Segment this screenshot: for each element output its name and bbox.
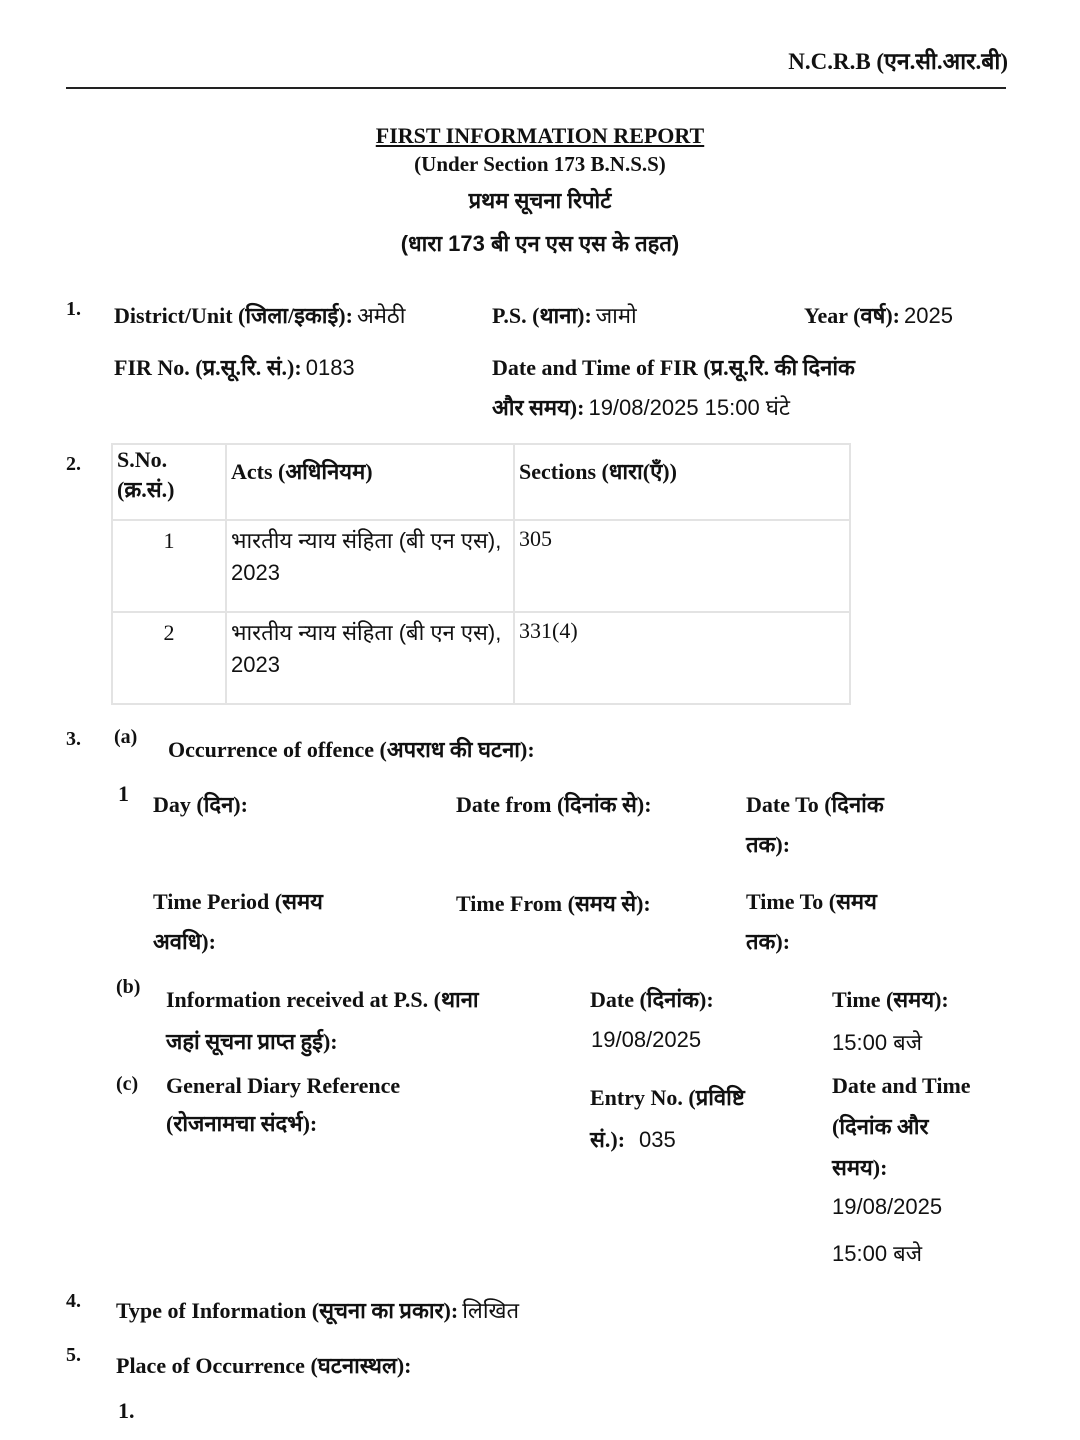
gd-reference-label: General Diary Reference <box>166 1073 401 1098</box>
year-label: Year (वर्ष): <box>804 303 901 328</box>
info-received-time-value: 15:00 बजे <box>832 1030 923 1055</box>
occurrence-entry-number: 1 <box>118 781 129 806</box>
district-label: District/Unit (जिला/इकाई): <box>114 303 353 328</box>
row-sections: 331(4) <box>514 612 850 704</box>
info-received-date-label: Date (दिनांक): <box>590 987 714 1012</box>
table-row <box>112 612 850 704</box>
row-sno: 2 <box>112 612 226 704</box>
gd-datetime-label-cont2: समय): <box>832 1155 888 1180</box>
police-station-field <box>492 300 637 330</box>
time-period-label-cont: अवधि): <box>153 929 216 954</box>
item-2-number: 2. <box>66 453 81 475</box>
place-entry-number: 1. <box>118 1398 135 1423</box>
info-received-label: Information received at P.S. (थाना <box>166 987 479 1012</box>
time-from-label: Time From (समय से): <box>456 891 651 916</box>
info-received-label-cont: जहां सूचना प्राप्त हुई): <box>166 1029 338 1054</box>
item-3c-marker: (c) <box>116 1073 139 1095</box>
date-to-label-cont: तक): <box>746 832 791 857</box>
info-received-time-label: Time (समय): <box>832 987 949 1012</box>
sections-header: Sections (धारा(एँ)) <box>514 444 850 520</box>
fir-datetime-label: Date and Time of FIR (प्र.सू.रि. की दिनांक <box>492 355 855 380</box>
time-to-label-cont: तक): <box>746 929 791 954</box>
occurrence-label: Occurrence of offence (अपराध की घटना): <box>168 737 535 762</box>
gd-entry-value: 035 <box>639 1127 676 1152</box>
fir-number-value: 0183 <box>305 355 355 380</box>
date-from-label: Date from (दिनांक से): <box>456 792 652 817</box>
report-title-hindi: प्रथम सूचना रिपोर्ट <box>468 188 612 213</box>
report-subtitle-hindi: (धारा 173 बी एन एस एस के तहत) <box>400 231 680 256</box>
item-5-number: 5. <box>66 1344 81 1366</box>
year-value: 2025 <box>904 303 953 328</box>
report-title: FIRST INFORMATION REPORT <box>375 123 705 148</box>
gd-entry-label-cont: सं.): <box>590 1127 626 1152</box>
sno-header-line2: (क्र.सं.) <box>117 477 175 502</box>
table-row <box>112 520 850 612</box>
place-of-occurrence-label: Place of Occurrence (घटनास्थल): <box>116 1353 412 1378</box>
info-type-value: लिखित <box>462 1298 520 1323</box>
date-to-label: Date To (दिनांक <box>746 792 884 817</box>
row-act: भारतीय न्याय संहिता (बी एन एस), 2023 <box>226 612 514 704</box>
info-received-date-value: 19/08/2025 <box>591 1027 702 1052</box>
day-label: Day (दिन): <box>153 792 248 817</box>
sno-header <box>112 444 226 520</box>
fir-number-label: FIR No. (प्र.सू.रि. सं.): <box>114 355 302 380</box>
item-3a-marker: (a) <box>114 726 138 748</box>
item-3-number: 3. <box>66 728 81 750</box>
gd-entry-label: Entry No. (प्रविष्टि <box>590 1085 745 1110</box>
info-type-field <box>116 1295 519 1325</box>
district-value: अमेठी <box>356 303 406 328</box>
sno-header-line1: S.No. <box>117 447 168 472</box>
agency-header: N.C.R.B (एन.सी.आर.बी) <box>788 49 1008 74</box>
row-sno: 1 <box>112 520 226 612</box>
gd-datetime-time-value: 15:00 बजे <box>832 1241 923 1266</box>
item-3b-marker: (b) <box>116 976 141 998</box>
fir-datetime-value: 19/08/2025 15:00 घंटे <box>588 395 790 420</box>
fir-datetime-label-cont: और समय): <box>492 395 585 420</box>
district-field <box>114 300 405 330</box>
acts-table <box>111 443 851 705</box>
gd-datetime-date-value: 19/08/2025 <box>832 1194 943 1219</box>
fir-number-field <box>114 352 355 382</box>
time-to-label: Time To (समय <box>746 889 877 914</box>
police-station-label: P.S. (थाना): <box>492 303 592 328</box>
gd-datetime-label-cont1: (दिनांक और <box>832 1114 929 1139</box>
row-act: भारतीय न्याय संहिता (बी एन एस), 2023 <box>226 520 514 612</box>
row-sections: 305 <box>514 520 850 612</box>
acts-table-header <box>112 444 850 520</box>
gd-entry-field <box>590 1124 676 1154</box>
acts-header: Acts (अधिनियम) <box>226 444 514 520</box>
report-subtitle: (Under Section 173 B.N.S.S) <box>414 152 666 176</box>
fir-datetime-field <box>492 392 790 422</box>
time-period-label: Time Period (समय <box>153 889 323 914</box>
item-4-number: 4. <box>66 1290 81 1312</box>
gd-reference-label-cont: (रोजनामचा संदर्भ): <box>166 1111 318 1136</box>
header-divider <box>66 87 1006 89</box>
info-type-label: Type of Information (सूचना का प्रकार): <box>116 1298 459 1323</box>
year-field <box>804 300 953 330</box>
gd-datetime-label: Date and Time <box>832 1073 971 1098</box>
police-station-value: जामो <box>595 303 637 328</box>
item-1-number: 1. <box>66 298 81 320</box>
